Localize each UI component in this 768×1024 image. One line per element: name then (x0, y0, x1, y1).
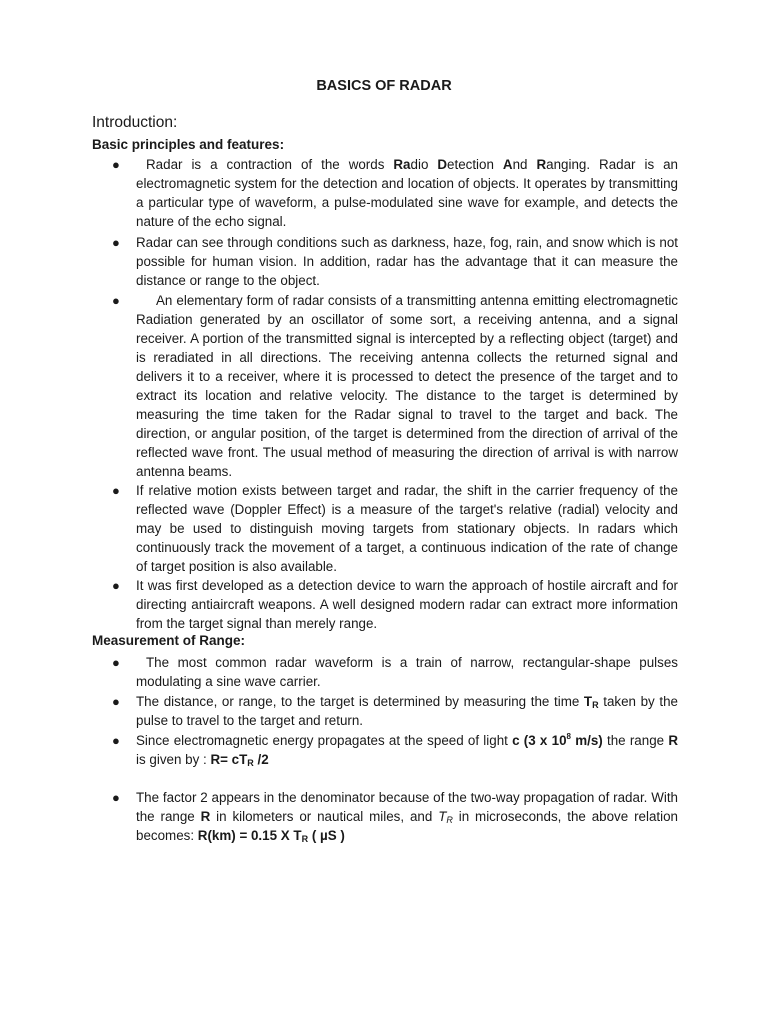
measurement-of-range-heading: Measurement of Range: (92, 633, 246, 648)
introduction-heading: Introduction: (92, 114, 178, 131)
bullet-icon: ● (112, 694, 120, 709)
bullet-icon: ● (112, 235, 120, 250)
bullet-icon: ● (112, 157, 120, 172)
bullet-paragraph-range-formula: Since electromagnetic energy propagates at the speed of light c (3 x $10^8$ m/s) the range R is given by : $R= cT_R$ /2 (136, 732, 678, 768)
bullet-paragraph-distance: The distance, or range, to the target is determined by measuring the time $T_R$ taken by the pulse to travel to the target and return. (136, 694, 678, 728)
bullet-icon: ● (112, 293, 120, 308)
bullet-paragraph-waveform: The most common radar waveform is a train of narrow, rectangular-shape pulses modulating a sine wave carrier. (136, 655, 678, 689)
bullet-paragraph-vision: Radar can see through conditions such as darkness, haze, fog, rain, and snow which is not possible for human vision. In addition, radar has the advantage that it can measure the distance or range to the object. (136, 235, 678, 288)
bullet-paragraph-doppler: If relative motion exists between target and radar, the shift in the carrier frequency of the reflected wave (Doppler Effect) is a measure of the target's relative (radial) velocity and may be used to distinguish moving targets from stationary objects. In radars which continuously track the movement of a target, a continuous indication of the rate of change of target position is also available. (136, 483, 678, 574)
bullet-paragraph-factor-two: The factor 2 appears in the denominator because of the two-way propagation of radar. With the range R in kilometers or nautical miles, and $T_R$ in microseconds, the above relation becomes: R(km) = 0.15 X $T_R$ ( µS ) (136, 790, 678, 844)
bullet-icon: ● (112, 790, 120, 805)
document-title: BASICS OF RADAR (316, 78, 452, 94)
bullet-icon: ● (112, 483, 120, 498)
bullet-paragraph-definition: Radar is a contraction of the words Radio Detection And Ranging. Radar is an electromagnetic system for the detection and location of objects. It operates by transmitting a particular type of waveform, a pulse-modulated sine wave for example, and detects the nature of the echo signal. (136, 157, 678, 229)
bullet-paragraph-elementary-form: An elementary form of radar consists of a transmitting antenna emitting electromagnetic Radiation generated by an oscillator of some sort, a receiving antenna, and a signal receiver. A portion of the transmitted signal is intercepted by a reflecting object (target) and is reradiated in all directions. The receiving antenna collects the returned signal and delivers it to a receiver, where it is processed to detect the presence of the target and to extract its location and relative velocity. The distance to the target is determined by measuring the time taken for the Radar signal to travel to the target and back. The direction, or angular position, of the target is determined from the direction of arrival of the reflected wave front. The usual method of measuring the direction of arrival is with narrow antenna beams. (136, 293, 678, 479)
bullet-icon: ● (112, 578, 120, 593)
basic-principles-heading: Basic principles and features: (92, 137, 285, 152)
bullet-icon: ● (112, 733, 120, 748)
bullet-paragraph-history: It was first developed as a detection device to warn the approach of hostile aircraft and for directing antiaircraft weapons. A well designed modern radar can extract more information from the target signal than merely range. (136, 578, 678, 631)
bullet-icon: ● (112, 655, 120, 670)
